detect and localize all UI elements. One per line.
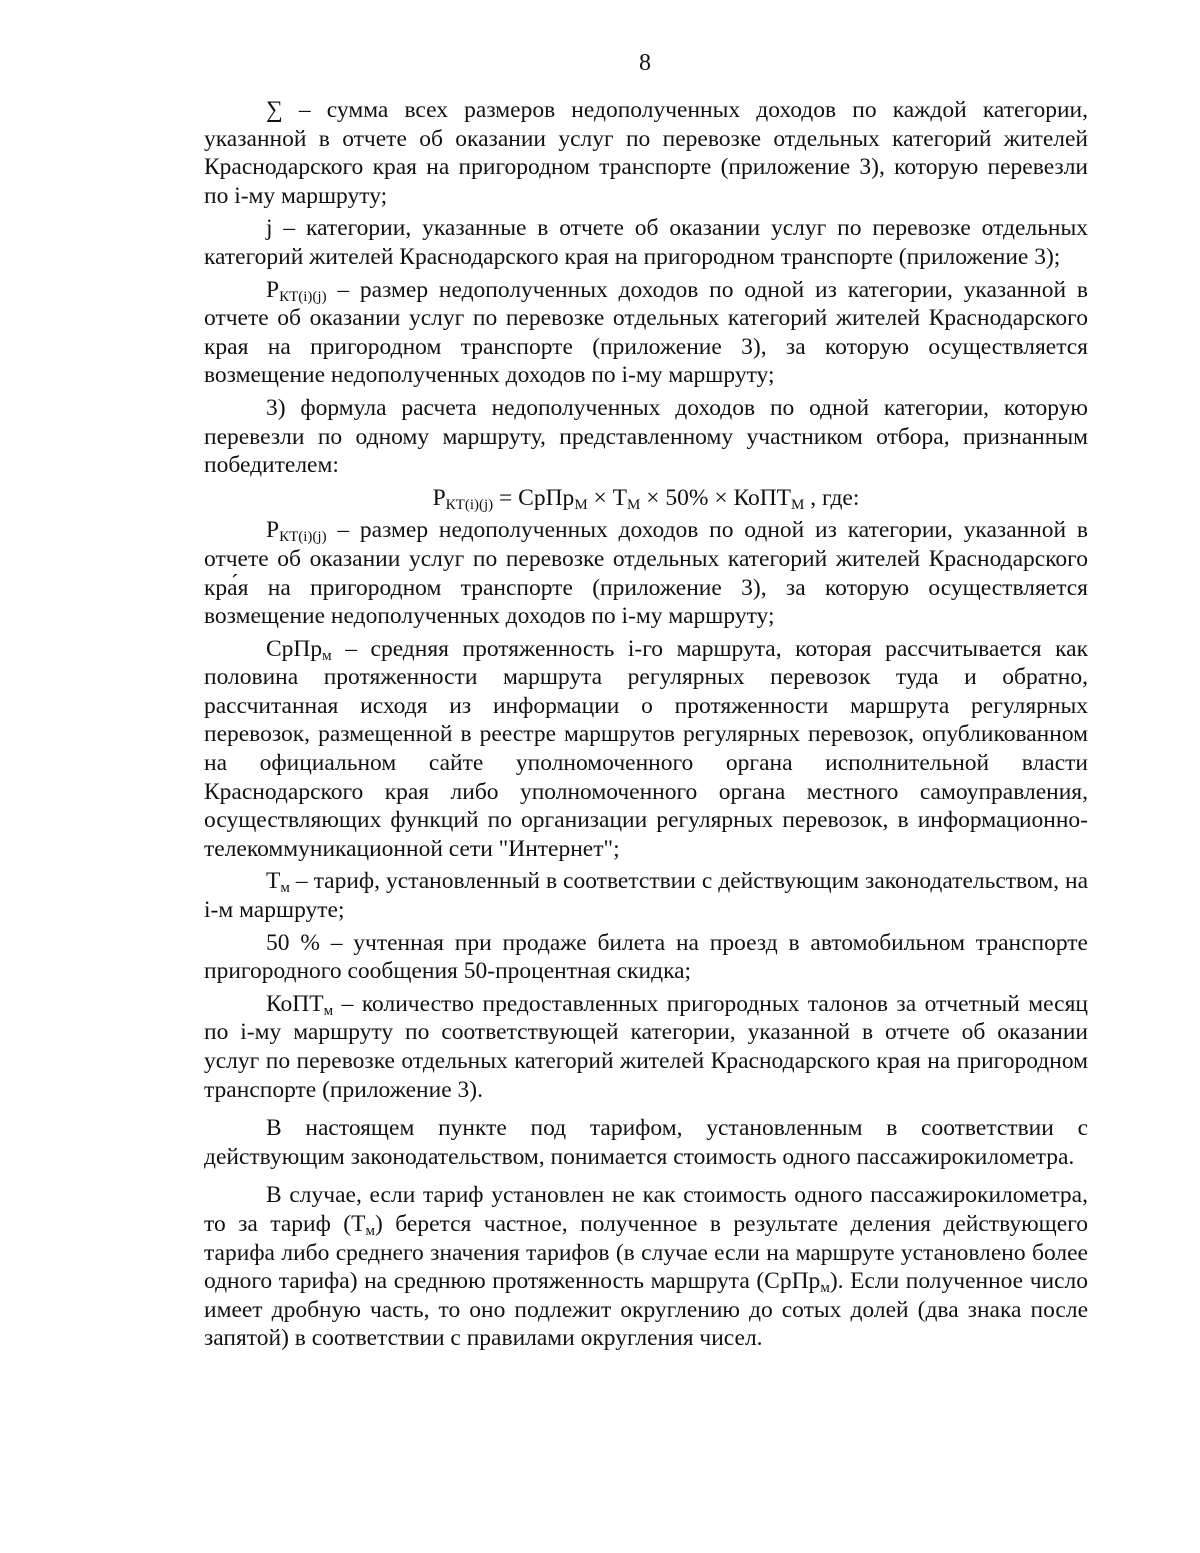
formula-srpr-subscript: М	[574, 496, 588, 513]
t-subscript: м	[280, 880, 290, 897]
formula-p-subscript: КТ(i)(j)	[445, 496, 494, 513]
t-symbol: Т	[266, 868, 281, 895]
paragraph-sum-definition: ∑ – сумма всех размеров недополученных доходов по каждой категории, указанной в отчете об оказании услуг по перевозке отдельных категорий жителей Краснодарского края на пригородном транспорте (приложение 3), которую перевезли по i-му маршруту;	[204, 97, 1088, 209]
case-text-3: ). Если полученное число имеет дробную часть, то оно подлежит округлению до сотых долей (два знака после запятой) в соответствии с правилами округления чисел.	[204, 1268, 1088, 1352]
pkt-subscript: КТ(i)(j)	[279, 529, 327, 546]
document-body	[204, 96, 1088, 1357]
paragraph-t-definition	[204, 867, 1088, 924]
kopt-symbol: КоПТ	[266, 990, 324, 1017]
formula-times-kopt: × 50% × КоПТ	[640, 484, 792, 511]
srpr-symbol: СрПр	[266, 635, 323, 662]
paragraph-item-3: 3) формула расчета недополученных доходов по одной категории, которую перевезли по одному маршруту, представленному участником отбора, признанным победителем:	[204, 394, 1088, 479]
case-subscript-2: м	[820, 1280, 830, 1297]
paragraph-tariff-note: В настоящем пункте под тарифом, установленным в соответствии с действующим законодательством, понимается стоимость одного пассажирокилометра.	[204, 1115, 1088, 1170]
pkt-definition-text: – размер недополученных доходов по одной из категории, указанной в отчете об оказании услуг по перевозке отдельных категорий жителей Краснодарского кра́я на пригородном транспорте (приложение 3), за которую осуществляется возмещение недополученных доходов по i-му маршруту;	[204, 517, 1088, 630]
case-text-2: ) берется частное, полученное в результате деления действующего тарифа либо среднего значения тарифов (в случае если на маршруте установлено более одного тарифа) на среднюю протяженность маршрута (СрПр	[204, 1210, 1088, 1295]
formula-p: P	[432, 484, 446, 511]
formula	[204, 484, 1088, 513]
formula-eq: = СрПр	[493, 484, 575, 511]
paragraph-tariff-case	[204, 1181, 1088, 1353]
paragraph-fifty-percent-definition: 50 % – учтенная при продаже билета на проезд в автомобильном транспорте пригородного сообщения 50-процентная скидка;	[204, 929, 1088, 985]
pkt-definition-text: – размер недополученных доходов по одной из категории, указанной в отчете об оказании услуг по перевозке отдельных категорий жителей Краснодарского края на пригородном транспорте (приложение 3), за которую осуществляется возмещение недополученных доходов по i-му маршруту;	[204, 276, 1088, 389]
pkt-symbol: P	[266, 276, 280, 303]
formula-t-subscript: М	[627, 496, 641, 513]
kopt-definition-text: – количество предоставленных пригородных талонов за отчетный месяц по i-му маршруту по соответствующей категории, указанной в отчете об оказании услуг по перевозке отдельных категорий жителей Краснодарского края на пригородном транспорте (приложение 3).	[204, 990, 1088, 1103]
paragraph-kopt-definition	[204, 990, 1088, 1104]
paragraph-pkt-definition-repeat	[204, 516, 1088, 630]
case-text-1: В случае, если тариф установлен не как стоимость одного пассажирокилометра, то за тариф (Т	[204, 1182, 1088, 1237]
case-subscript-1: м	[365, 1222, 375, 1239]
kopt-subscript: м	[323, 1002, 334, 1019]
pkt-symbol: P	[266, 517, 280, 544]
formula-kopt-subscript: М	[791, 496, 805, 513]
t-definition-text: – тариф, установленный в соответствии с действующим законодательством, на i-м маршруте;	[204, 868, 1088, 924]
pkt-subscript: КТ(i)(j)	[279, 288, 327, 305]
paragraph-pkt-definition	[204, 276, 1088, 390]
paragraph-j-definition: j – категории, указанные в отчете об оказании услуг по перевозке отдельных категорий жителей Краснодарского края на пригородном транспорте (приложение 3);	[204, 215, 1088, 270]
paragraph-srpr-definition	[204, 635, 1088, 864]
srpr-definition-text: – средняя протяженность i-го маршрута, которая рассчитывается как половина протяженности маршрута регулярных перевозок туда и обратно, рассчитанная исходя из информации о протяженности маршрута регулярных перевозок, размещенной в реестре маршрутов регулярных перевозок, опубликованном на официальном сайте уполномоченного органа исполнительной власти Краснодарского края либо уполномоченного органа местного самоуправления, осуществляющих функций по организации регулярных перевозок, в информационно-телекоммуникационной сети "Интернет";	[204, 635, 1088, 862]
page-number: 8	[639, 50, 651, 76]
formula-tail: , где:	[804, 484, 860, 511]
srpr-subscript: м	[322, 647, 332, 664]
formula-times-t: × Т	[587, 484, 628, 511]
